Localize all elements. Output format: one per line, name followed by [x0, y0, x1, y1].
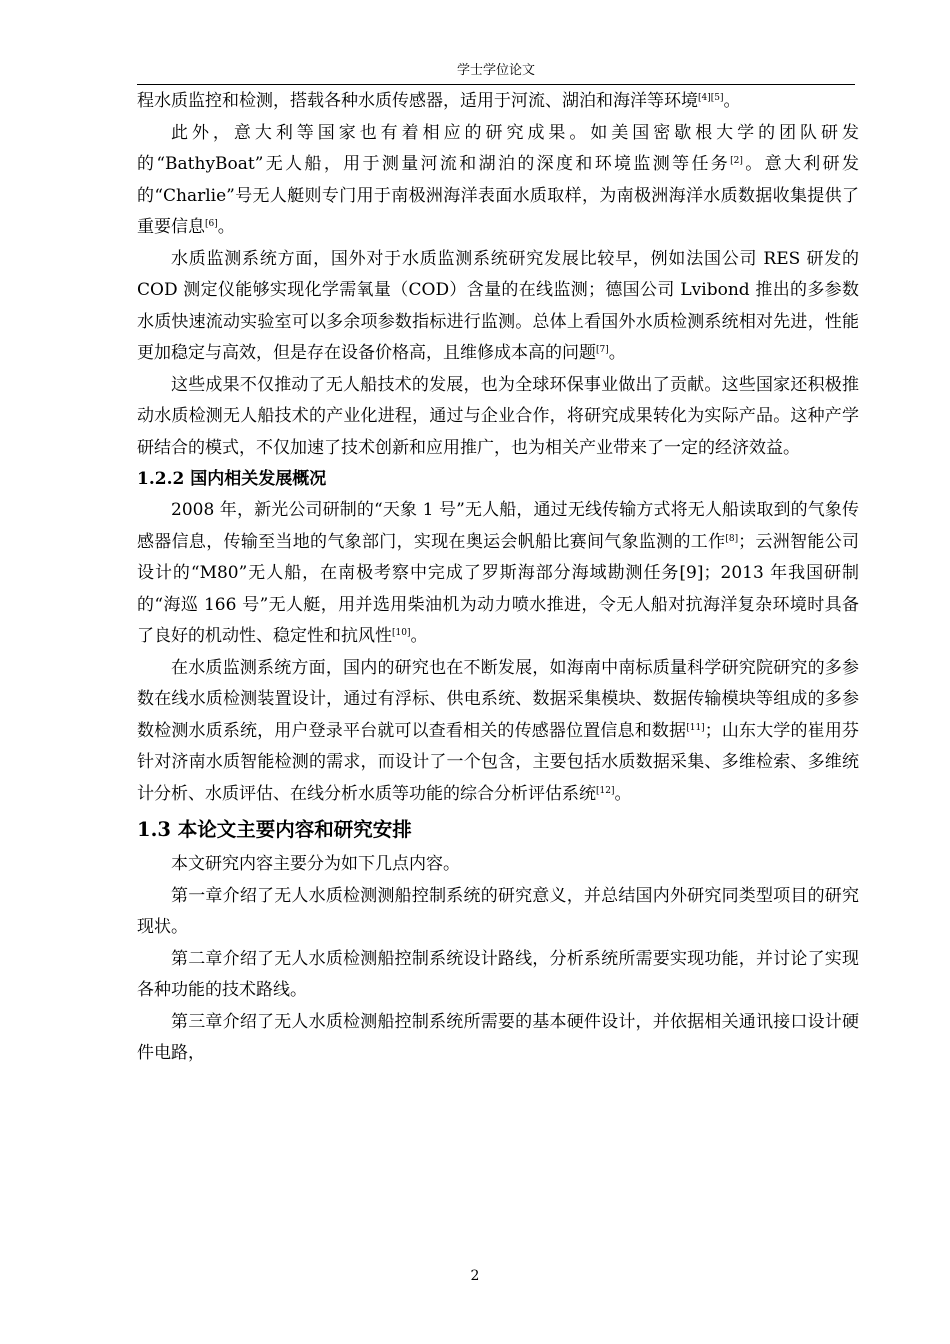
citation: [10]: [392, 628, 411, 638]
paragraph-text: 2008 年，新光公司研制的“天象 1 号”无人船，通过无线传输方式将无人船读取到的气象传感器信息，传输至当地的气象部门，实现在奥运会帆船比赛间气象监测的工作: [137, 500, 859, 552]
section-heading-1-2-2: 1.2.2 国内相关发展概况: [137, 469, 327, 489]
citation: [6]: [205, 219, 218, 229]
paragraph-foreign-monitoring: [137, 244, 859, 370]
citation: [12]: [596, 785, 615, 796]
paragraph-text: 。意大利研发的“Charlie”号无人艇则专门用于南极洲海洋表面水质取样，为南极洲海洋水质数据收集提供了重要信息: [137, 154, 859, 237]
paragraph-text: 这些成果不仅推动了无人船技术的发展，也为全球环保事业做出了贡献。这些国家还积极推动水质检测无人船技术的产业化进程，通过与企业合作，将研究成果转化为实际产品。这种产学研结合的模式，不仅加速了技术创新和应用推广，也为相关产业带来了一定的经济效益。: [137, 374, 859, 458]
paragraph-end: 。: [608, 343, 626, 363]
paragraph-achievements: [137, 370, 859, 465]
paragraph-continued: [137, 86, 859, 118]
paragraph-text: 水质监测系统方面，国外对于水质监测系统研究发展比较早，例如法国公司 RES 研发的 COD 测定仪能够实现化学需氧量（COD）含量的在线监测；德国公司 Lvibond 推出的多参数水质快速流动实验室可以多余项参数指标进行监测。总体上看国外水质检测系统相对先进，性能更加稳定与高效，但是存在设备价格高，且维修成本高的问题: [137, 248, 859, 363]
paragraph-text: 第一章介绍了无人水质检测测船控制系统的研究意义，并总结国内外研究同类型项目的研究现状。: [137, 885, 859, 937]
paragraph-end: 。: [614, 783, 632, 804]
body-text: [137, 86, 859, 1070]
paragraph-text: ；云洲智能公司设计的“M80”无人船，在南极考察中完成了罗斯海部分海域勘测任务[9]；2013 年我国研制的“海巡 166 号”无人艇，用并选用柴油机为动力喷水推进，令无人船对抗海洋复杂环境时具备了良好的机动性、稳定性和抗风性: [137, 531, 860, 646]
paragraph-text: 本文研究内容主要分为如下几点内容。: [171, 854, 460, 874]
citation: [7]: [596, 345, 609, 355]
paragraph-intro: [137, 849, 859, 881]
paragraph-end: 。: [217, 217, 235, 237]
citation: [2]: [730, 156, 743, 166]
paragraph-text: 第三章介绍了无人水质检测船控制系统所需要的基本硬件设计，并依据相关通讯接口设计硬件电路，: [137, 1011, 859, 1063]
citation: [11]: [686, 722, 705, 733]
paragraph-end: 。: [723, 91, 741, 111]
paragraph-end: 。: [410, 626, 428, 646]
paragraph-domestic-usv: [137, 495, 859, 653]
paragraph-domestic-monitoring: [137, 653, 859, 811]
paragraph-text: 在水质监测系统方面，国内的研究也在不断发展，如海南中南标质量科学研究院研究的多参数在线水质检测装置设计，通过有浮标、供电系统、数据采集模块、数据传输模块等组成的多参数检测水质系统，用户登录平台就可以查看相关的传感器位置信息和数据: [137, 657, 859, 741]
paragraph-chapter-1: [137, 881, 859, 944]
header-rule: [137, 84, 855, 85]
section-heading-1-3: 1.3 本论文主要内容和研究安排: [137, 818, 412, 841]
paragraph-text: 第二章介绍了无人水质检测船控制系统设计路线，分析系统所需要实现功能，并讨论了实现各种功能的技术路线。: [137, 948, 859, 1000]
paragraph-foreign-usv: [137, 118, 859, 244]
citation: [4][5]: [698, 93, 724, 103]
paragraph-text: 此外，意大利等国家也有着相应的研究成果。如美国密歇根大学的团队研发的“BathyBoat”无人船，用于测量河流和湖泊的深度和环境监测等任务: [137, 122, 859, 174]
paragraph-text: 程水质监控和检测，搭载各种水质传感器，适用于河流、湖泊和海洋等环境: [137, 91, 698, 111]
paragraph-chapter-3: [137, 1007, 859, 1070]
paragraph-chapter-2: [137, 944, 859, 1007]
citation: [8]: [725, 533, 739, 544]
running-header: 学士学位论文: [456, 63, 535, 78]
page-number: 2: [470, 1268, 480, 1284]
paragraph-text: ；山东大学的崔用芬针对济南水质智能检测的需求，而设计了一个包含，主要包括水质数据采集、多维检索、多维统计分析、水质评估、在线分析水质等功能的综合分析评估系统: [137, 720, 860, 804]
